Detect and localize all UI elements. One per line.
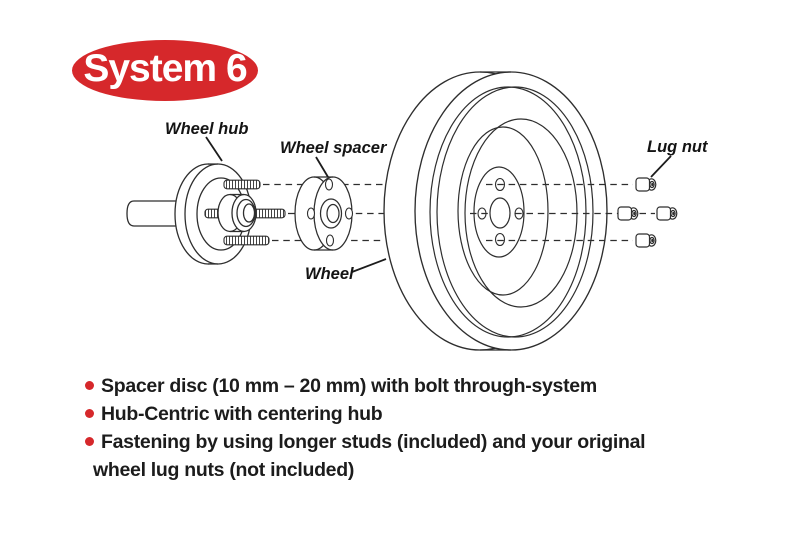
feature-text: Hub-Centric with centering hub [101,403,383,425]
lug-nut-label: Lug nut [647,138,708,156]
feature-item [80,372,760,400]
lug-nut [636,234,656,247]
wheel-hub-drawing [127,164,285,264]
feature-item [80,400,760,428]
feature-list [80,372,760,484]
feature-text: Spacer disc (10 mm – 20 mm) with bolt through-system [101,375,597,397]
system-badge-label: System 6 [83,47,247,90]
wheel-spacer-label: Wheel spacer [280,139,387,157]
wheel-drawing [384,72,655,350]
wheel-label: Wheel [305,265,354,283]
bullet-icon [85,409,94,418]
lug-nut [657,207,677,220]
bullet-icon [85,437,94,446]
feature-text: wheel lug nuts (not included) [93,459,355,481]
feature-text: Fastening by using longer studs (included) and your original [101,431,646,453]
feature-item-continuation [80,456,760,484]
feature-item [80,428,760,456]
lug-nuts-drawing [618,178,677,247]
axle-shaft [127,201,178,226]
wheel-spacer-drawing [295,177,353,250]
lug-nut [636,178,656,191]
wheel-hub-label: Wheel hub [165,120,249,138]
bullet-icon [85,381,94,390]
lug-nut [618,207,638,220]
